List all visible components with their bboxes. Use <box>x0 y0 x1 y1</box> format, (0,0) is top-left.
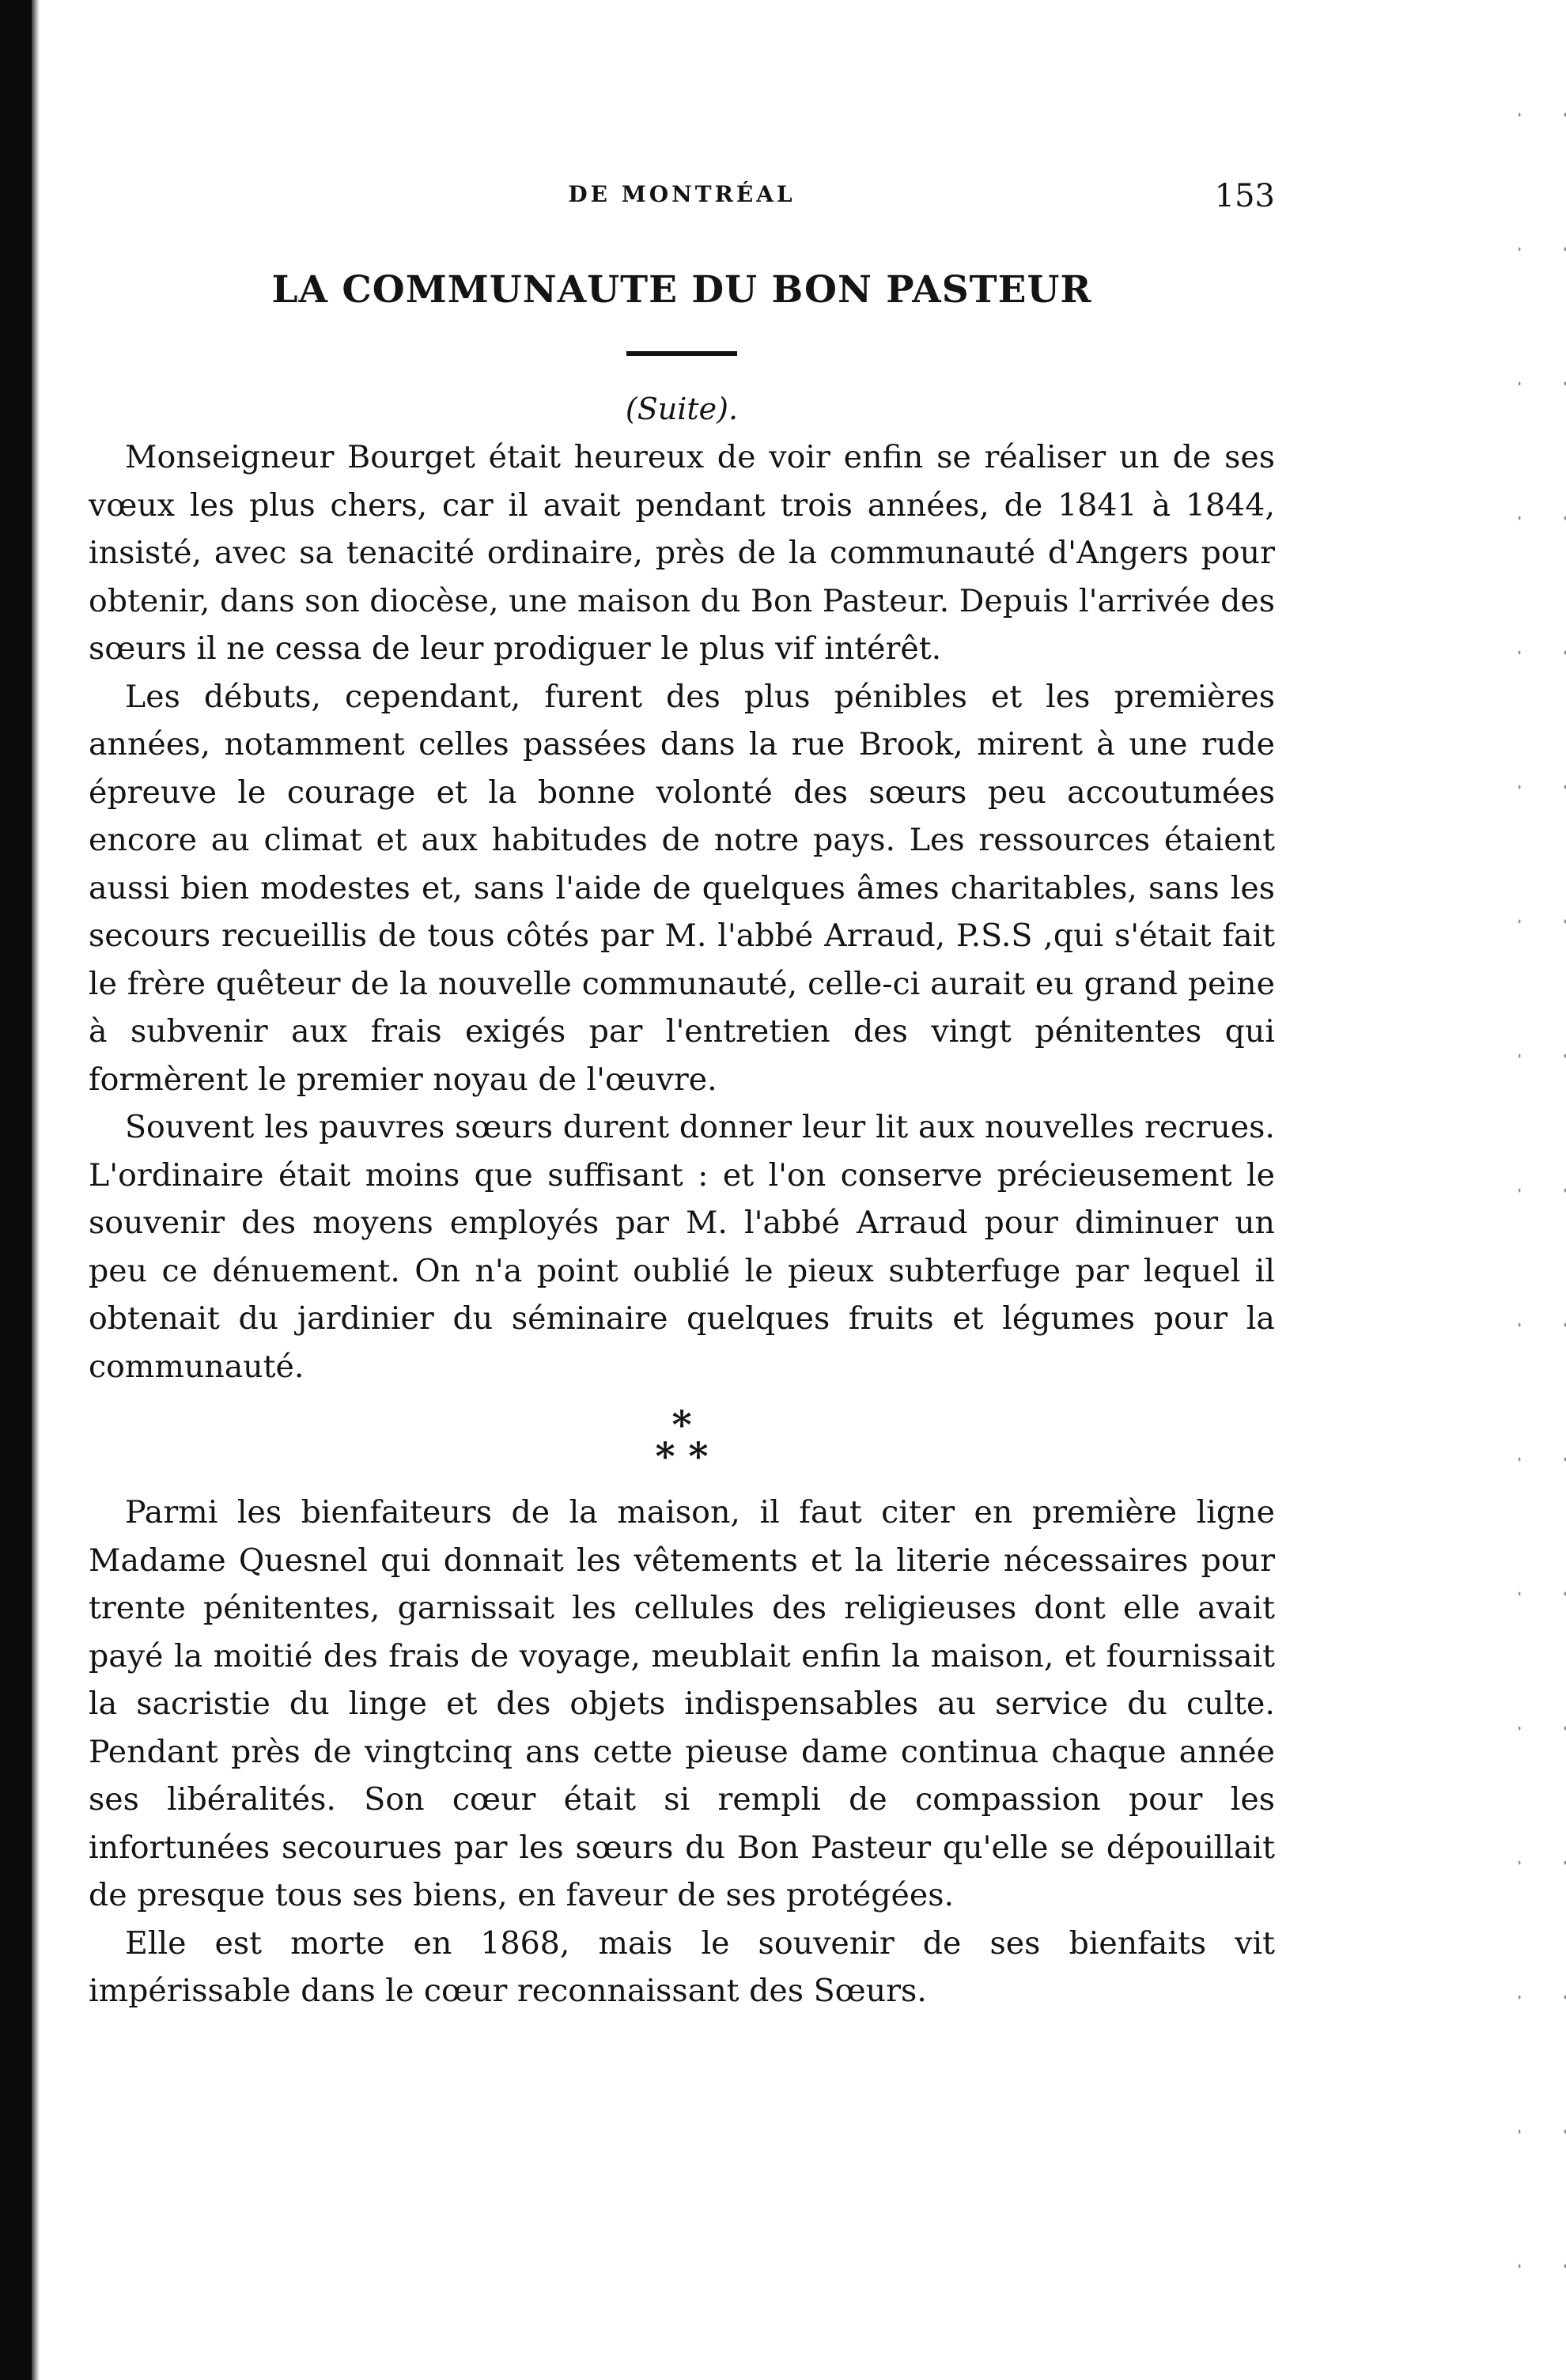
paragraph-3: Souvent les pauvres sœurs durent donner leur lit aux nouvelles recrues. L'ordinaire était moins que suffisant : et l'on conserve précieusement le souvenir des moyens employés par M. l'abbé Arraud pour diminuer un peu ce dénuement. On n'a point oublié le pieux subterfuge par lequel il obtenait du jardinier du séminaire quelques fruits et légumes pour la communauté. <box>89 1109 1275 1385</box>
page-number: 153 <box>1214 178 1275 214</box>
paragraph-5: Elle est morte en 1868, mais le souvenir de ses bienfaits vit impérissable dans le cœur reconnaissant des Sœurs. <box>89 1924 1275 2009</box>
asterism-separator <box>89 1403 1275 1479</box>
running-head <box>89 178 1275 222</box>
spine-edge-gradient <box>32 0 40 2380</box>
paragraph-2: Les débuts, cependant, furent des plus pénibles et les premières années, notamment celles passées dans la rue Brook, mirent à une rude épreuve le courage et la bonne volonté des sœurs peu accoutumées encore au climat et aux habitudes de notre pays. Les ressources étaient aussi bien modestes et, sans l'aide de quelques âmes charitables, sans les secours recueillis de tous côtés par M. l'abbé Arraud, P.S.S ,qui s'était fait le frère quêteur de la nouvelle communauté, celle-ci aurait eu grand peine à subvenir aux frais exigés par l'entretien des vingt pénitentes qui formèrent le premier noyau de l'œuvre. <box>89 678 1275 1098</box>
paragraph-4: Parmi les bienfaiteurs de la maison, il faut citer en première ligne Madame Quesnel qui donnait les vêtements et la literie nécessaires pour trente pénitentes, garnissait les cellules des religieuses dont elle avait payé la moitié des frais de voyage, meublait enfin la maison, et fournissait la sacristie du linge et des objets indispensables au service du culte. Pendant près de vingtcinq ans cette pieuse dame continua chaque année ses libéralités. Son cœur était si rempli de compassion pour les infortunées secourues par les sœurs du Bon Pasteur qu'elle se dépouillait de presque tous ses biens, en faveur de ses protégées. <box>89 1494 1275 1913</box>
article-title: LA COMMUNAUTE DU BON PASTEUR <box>271 268 1092 312</box>
asterism-top: * <box>671 1403 692 1447</box>
article-subtitle: (Suite). <box>625 392 739 426</box>
scan-edge-speckles <box>1519 47 1566 2341</box>
title-rule <box>626 351 737 356</box>
printed-page <box>89 178 1275 2015</box>
asterism-bottom: * * <box>655 1435 709 1479</box>
book-spine-shadow <box>0 0 32 2380</box>
paragraph-1: Monseigneur Bourget était heureux de voir enfin se réaliser un de ses vœux les plus chers, car il avait pendant trois années, de 1841 à 1844, insisté, avec sa tenacité ordinaire, près de la communauté d'Angers pour obtenir, dans son diocèse, une maison du Bon Pasteur. Depuis l'arrivée des sœurs il ne cessa de leur prodiguer le plus vif intérêt. <box>89 439 1275 667</box>
running-head-title: DE MONTRÉAL <box>568 181 796 207</box>
